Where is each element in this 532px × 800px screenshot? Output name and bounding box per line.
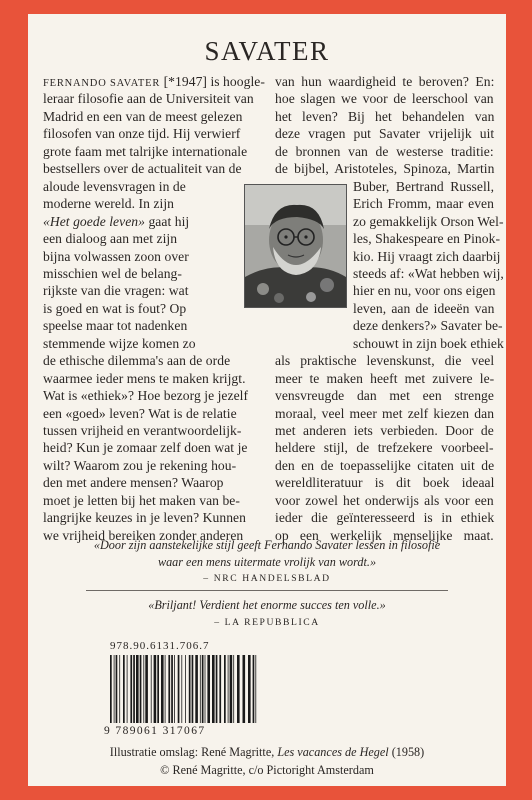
barcode-bar [224, 655, 226, 723]
left-column-line: aloude levensvragen in de [43, 178, 186, 194]
left-column-line: bestsellers over de actualiteit van de [43, 161, 242, 177]
right-column-line: moraal, veel meer met zelf kiezen dan [275, 405, 495, 421]
barcode-bar [253, 655, 255, 723]
left-column-line: heid? Kun je zomaar zelf doen wat je [43, 440, 248, 456]
left-column-line: Madrid en een van de meest gelezen [43, 108, 243, 124]
left-column-line: Wat is «ethiek»? Hoe bezorg je jezelf [43, 388, 249, 404]
copyright-notice: © René Magritte, c/o Pictoright Amsterdam [160, 763, 374, 777]
credit-year: (1958) [388, 745, 425, 759]
barcode-bar [185, 655, 186, 723]
right-column-line: Erich Fromm, maar even [353, 196, 494, 212]
barcode-bar [143, 655, 144, 723]
barcode-bar [123, 655, 125, 723]
right-column-line: voor zowel het onderwijs als voor een [275, 492, 494, 508]
right-column-line: vensvreugde dan met een strenge [275, 388, 494, 404]
left-column-line: een dialoog aan met zijn [43, 231, 178, 247]
right-column-line: meer te maken heeft met zuivere le- [275, 370, 495, 386]
right-column-line: de bijbel, Aristoteles, Spinoza, Martin [275, 161, 495, 177]
credit-artwork-title: Les vacances de Hegel [277, 745, 389, 759]
left-column-line: filosofen van onze tijd. Hij verwierf [43, 126, 241, 142]
credit-prefix: Illustratie omslag: René Magritte, [109, 745, 278, 759]
review-source-1: – NRC HANDELSBLAD [203, 573, 331, 584]
author-portrait-image [245, 185, 346, 307]
barcode-bar [248, 655, 251, 723]
right-column-line: den en de toepasselijke citaten uit de [275, 457, 495, 473]
right-column-line: Buber, Bertrand Russell, [353, 178, 495, 194]
back-cover [28, 14, 506, 786]
left-column-line: den met andere mensen? Waarop [43, 475, 224, 491]
left-column-line: waarmee ieder mens te maken krijgt. [43, 370, 246, 386]
barcode-bar [195, 655, 198, 723]
left-column-line: de ethische dilemma's aan de orde [43, 353, 231, 369]
right-column-line: met anderen iets verbieden. Door de [275, 423, 494, 438]
barcode-bar [200, 655, 201, 723]
barcode-bar [181, 655, 182, 723]
barcode-bar [237, 655, 240, 723]
review-quote-2: «Briljant! Verdient het enorme succes ten volle.» [148, 598, 386, 612]
barcode-bar [140, 655, 142, 723]
right-column-line: hoe slagen we voor de leerschool van [275, 91, 494, 107]
left-column-line: speelse maar tot nadenken [43, 318, 188, 334]
barcode-bar [228, 655, 229, 723]
right-column-line: heldere stijl, de trefzekere voorbeel- [275, 440, 494, 456]
barcode [110, 655, 260, 723]
left-column-line: misschien wel de belang- [43, 265, 182, 281]
right-column-line: kio. Hij vraagt zich daarbij [353, 248, 501, 264]
right-column-line: leven, aan de ideeën van [353, 300, 495, 316]
review-source-2: – LA REPUBBLICA [214, 617, 320, 628]
barcode-bar [233, 655, 234, 723]
barcode-bar [205, 655, 206, 723]
left-column-line: langrijke keuzes in je leven? Kunnen [43, 510, 246, 526]
barcode-bar [202, 655, 204, 723]
cover-illustration-credit [28, 743, 506, 761]
left-column-line: stemmende wijze komen zo [43, 335, 196, 351]
barcode-bar [189, 655, 191, 723]
barcode-bar [219, 655, 221, 723]
barcode-bar [192, 655, 194, 723]
left-column-line: moderne wereld. In zijn [43, 196, 174, 212]
barcode-bar [154, 655, 157, 723]
barcode-bar [168, 655, 170, 723]
left-column-line: leraar filosofie aan de Universiteit van [43, 91, 254, 107]
left-column-line: bijna volwassen zoon over [43, 248, 189, 264]
right-column-line: ieder die geïnteresseerd is in ethiek [275, 510, 495, 526]
barcode-bar [178, 655, 180, 723]
barcode-bar [145, 655, 148, 723]
left-column-line: tussen vrijheid en verantwoordelijk- [43, 423, 242, 438]
left-column-line: moet je letten bij het maken van be- [43, 492, 240, 508]
barcode-bar [133, 655, 135, 723]
left-column-line: «Het goede leven» gaat hij [43, 213, 190, 229]
right-column-line: hier en nu, voor ons eigen [353, 283, 496, 299]
author-photo [244, 184, 347, 308]
right-column-line: wereldliteratuur is dit boek ideaal [275, 475, 495, 491]
left-column-line: we vrijheid bereiken zonder anderen [43, 527, 244, 543]
barcode-bar [127, 655, 128, 723]
left-column-line: wilt? Waarom zou je rekening hou- [43, 457, 237, 473]
left-column-line: FERNANDO SAVATER [*1947] is hoogle- [43, 74, 265, 89]
barcode-bar [230, 655, 233, 723]
right-column-line: schouwt in zijn boek ethiek [353, 335, 504, 351]
left-column-line: is goed en wat is fout? Op [43, 300, 187, 316]
barcode-bar [207, 655, 210, 723]
barcode-bar [157, 655, 159, 723]
right-column-line: deze vragen put Savater vrijelijk uit [275, 126, 495, 142]
left-column-line: grote faam met talrijke internationale [43, 143, 248, 159]
right-column-line: deze denkers?» Savater be- [353, 318, 503, 334]
barcode-bar [212, 655, 215, 723]
barcode-bar [136, 655, 139, 723]
right-column-line: het leven? Bij het behandelen van [275, 108, 495, 124]
divider [86, 590, 448, 591]
isbn-number: 978.90.6131.706.7 [110, 640, 210, 652]
right-column-line: van hun waardigheid te beroven? En: [275, 74, 495, 89]
barcode-bar [130, 655, 132, 723]
right-column-line: als praktische levenskunst, die veel [275, 353, 495, 369]
right-column-line: steeds af: «Wat hebben wij, [353, 265, 504, 281]
barcode-bar [119, 655, 120, 723]
right-column-line: op een werkelijk menselijke maat. [275, 527, 494, 543]
barcode-bar [114, 655, 115, 723]
left-column-line: een «goed» leven? Wat is de relatie [43, 405, 237, 421]
right-column-line: de bronnen van de westerse traditie: [275, 143, 494, 159]
barcode-digits: 9 789061 317067 [104, 725, 206, 737]
barcode-bar [174, 655, 175, 723]
barcode-bar [216, 655, 218, 723]
book-title: SAVATER [204, 36, 330, 66]
barcode-bar [110, 655, 112, 723]
review-quote-1-line-2: waar een mens uitermate vrolijk van wordt.» [157, 555, 377, 569]
barcode-bar [116, 655, 118, 723]
barcode-bar [165, 655, 166, 723]
barcode-bar [255, 655, 256, 723]
left-column-line: rijkste van die vragen: wat [43, 283, 189, 299]
barcode-bar [151, 655, 152, 723]
review-quote-1-line-1: «Door zijn aanstekelijke stijl geeft Fernando Savater lessen in filosofie [93, 538, 441, 552]
barcode-bar [171, 655, 173, 723]
barcode-bar [161, 655, 164, 723]
right-column-line: zo gemakkelijk Orson Wel- [353, 213, 504, 229]
right-column-line: les, Shakespeare en Pinok- [353, 231, 501, 247]
barcode-bar [243, 655, 246, 723]
